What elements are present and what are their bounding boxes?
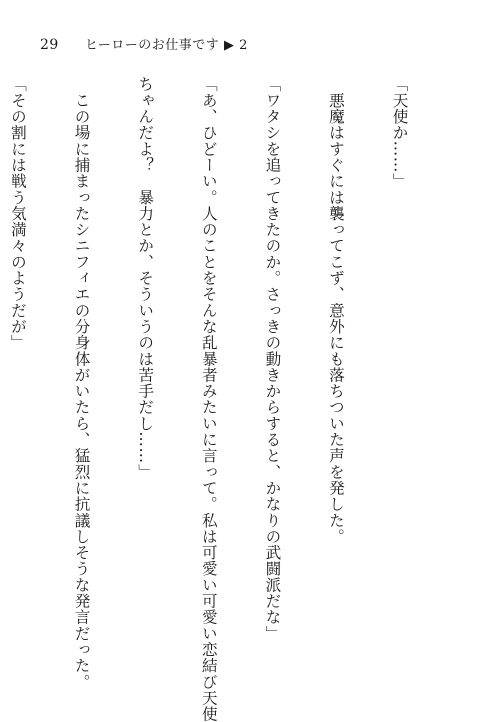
text-line: 「その割には戦う気満々のようだが」 (8, 76, 27, 351)
vertical-body-text (8, 76, 452, 722)
page-number: 29 (40, 37, 59, 53)
text-line: ちゃんだよ？ 暴力とか、そういうのは苦手だし……」 (136, 76, 155, 480)
running-header (40, 34, 248, 53)
text-line: 「ワタシを追ってきたのか。さっきの動きからすると、かなりの武闘派だな」 (263, 76, 282, 642)
text-line: 悪魔はすぐには襲ってこず、意外にも落ちついた声を発した。 (326, 76, 345, 545)
text-line: この場に捕まったシニフィエの分身体がいたら、猛烈に抗議しそうな発言だった。 (72, 76, 91, 690)
running-title: ヒーローのお仕事です ▶ 2 (84, 38, 248, 53)
text-line: 「あ、ひどーい。人のことをそんな乱暴者みたいに言って。私は可愛い可愛い恋結び天使 (199, 76, 218, 722)
text-line: 「天使か……」 (390, 76, 409, 190)
